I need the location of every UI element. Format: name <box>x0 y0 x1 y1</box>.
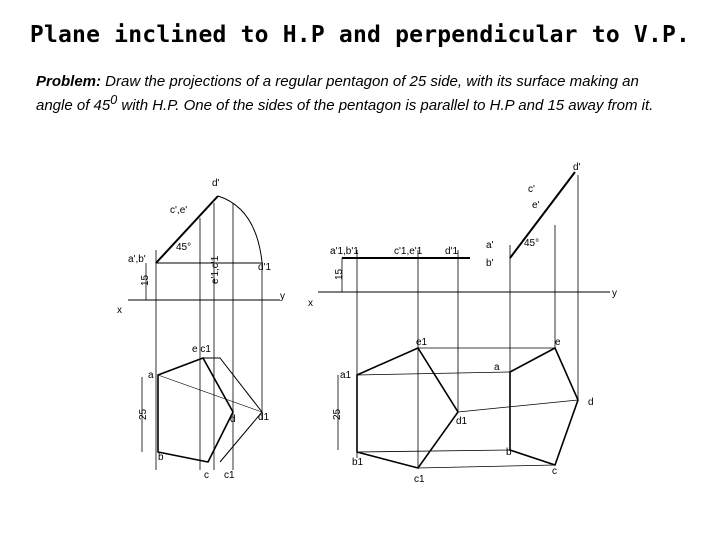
connector <box>357 450 510 452</box>
label-d-top: d' <box>212 178 220 189</box>
diagonal <box>158 375 262 412</box>
connector <box>418 465 555 468</box>
label-b-prime-right: b' <box>486 258 494 269</box>
label-ab: a',b' <box>128 254 146 265</box>
label-d-prime-right: d' <box>573 162 581 173</box>
label-c1-left: c1 <box>224 470 235 481</box>
label-x-right: x <box>308 298 313 309</box>
problem-lead: Problem: <box>36 73 102 90</box>
pentagon-reference <box>510 348 578 465</box>
label-x-left: x <box>117 305 122 316</box>
page-title: Plane inclined to H.P and perpendicular to V.P. <box>29 22 691 48</box>
label-y-left: y <box>280 291 285 302</box>
label-a1b1: a'1,b'1 <box>330 246 359 257</box>
label-b-final: b <box>506 447 512 458</box>
label-b1-right: b1 <box>352 457 364 468</box>
label-a-final: a <box>494 362 500 373</box>
pentagon-final-top-view <box>357 348 458 468</box>
label-d1-bottom-left: d1 <box>258 412 270 423</box>
label-a1-right: a1 <box>340 370 352 381</box>
label-a-prime-right: a' <box>486 240 494 251</box>
label-e-final: e <box>555 337 561 348</box>
label-ce: c',e' <box>170 205 188 216</box>
label-e-prime-right: e' <box>532 200 540 211</box>
pentagon-top-view <box>158 358 233 462</box>
label-15-left: 15 <box>140 274 151 286</box>
label-y-right: y <box>612 288 617 299</box>
label-25-left: 25 <box>138 408 149 420</box>
label-a-left: a <box>148 370 154 381</box>
label-d-final: d <box>588 397 594 408</box>
label-angle-45-right: 45° <box>524 238 540 249</box>
label-c-prime-right: c' <box>528 184 535 195</box>
label-c1e1: c'1,e'1 <box>394 246 423 257</box>
rotation-arc <box>218 196 262 262</box>
front-view-incline <box>510 172 575 258</box>
label-d1-right-top: d1 <box>456 416 468 427</box>
label-c1-right: c1 <box>414 474 425 485</box>
label-e-c1: e c1 <box>192 344 211 355</box>
label-c-left: c <box>204 470 209 481</box>
label-d-left: d <box>230 414 236 425</box>
label-c-final: c <box>552 466 557 477</box>
label-25-right: 25 <box>332 408 343 420</box>
label-angle-45-left: 45° <box>176 242 192 253</box>
label-e1-right: e1 <box>416 337 428 348</box>
label-d1-right: d'1 <box>445 246 459 257</box>
label-b-left: b <box>158 452 164 463</box>
problem-text: Draw the projections of a regular pentagon of 25 side, with its surface making an angle of 45 <box>36 73 639 114</box>
label-15-right: 15 <box>334 268 345 280</box>
label-d1-left: d'1 <box>258 262 272 273</box>
connector <box>458 400 578 412</box>
degree-superscript: 0 <box>110 93 118 107</box>
problem-text-end: with H.P. One of the sides of the pentagon is parallel to H.P and 15 away from it. <box>117 97 654 114</box>
label-e1c1-top: e'1,c'1 <box>210 255 221 284</box>
